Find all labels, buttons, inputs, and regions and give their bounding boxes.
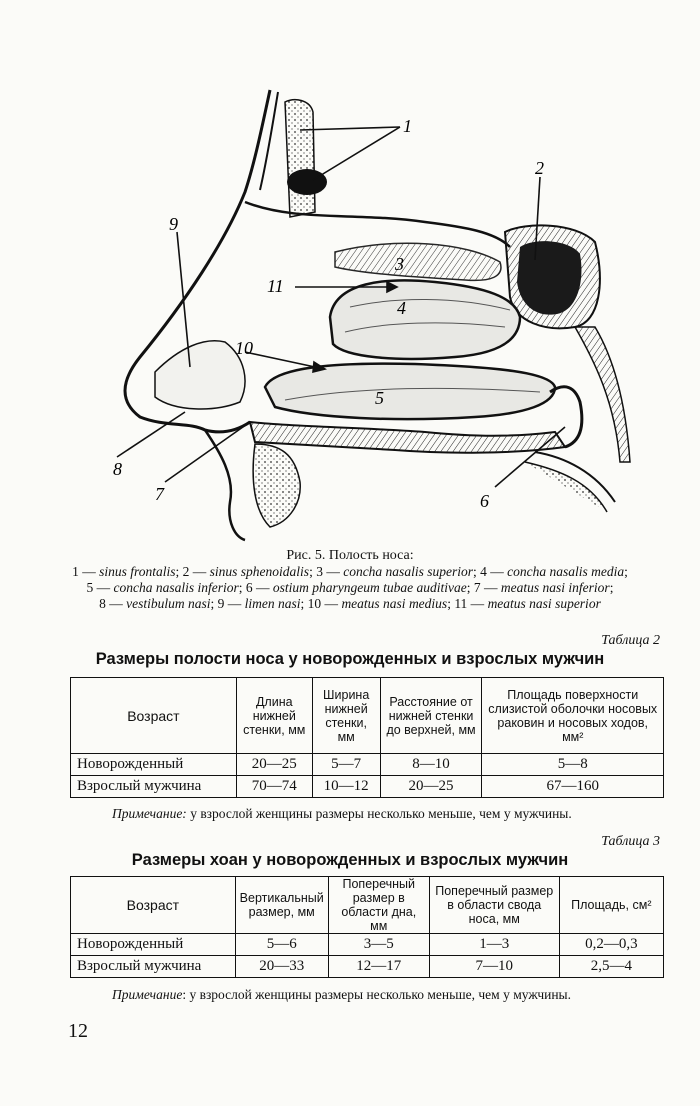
table3-note <box>112 987 571 1003</box>
table3-note-text: : у взрослой женщины размеры несколько меньше, чем у мужчины. <box>182 987 572 1002</box>
table2-cell: Новорожденный <box>71 754 237 776</box>
table2-header-length: Длина нижней стенки, мм <box>236 678 312 754</box>
table2-header-width: Ширина нижней стенки, мм <box>312 678 380 754</box>
legend-text: ; 2 — <box>175 564 210 579</box>
legend-term: concha nasalis media <box>507 564 625 579</box>
label-8: 8 <box>113 459 122 479</box>
legend-term: limen nasi <box>244 596 301 611</box>
table3-cell: 1—3 <box>429 934 559 956</box>
table3-cell: Новорожденный <box>71 934 236 956</box>
caption-legend-line <box>30 596 670 612</box>
table3-cell: 5—6 <box>235 934 328 956</box>
legend-text: ; 9 — <box>210 596 245 611</box>
table3-cell: 20—33 <box>235 956 328 978</box>
table2-cell: 8—10 <box>380 754 482 776</box>
legend-text: ; 7 — <box>466 580 501 595</box>
page-number: 12 <box>68 1020 88 1042</box>
table2-note-label: Примечание: <box>112 806 187 821</box>
table2-header-area: Площадь поверхности слизистой оболочки носовых раковин и носовых ходов, мм² <box>482 678 664 754</box>
legend-term: ostium pharyngeum tubae auditivae <box>272 580 467 595</box>
caption-legend-line <box>30 564 670 580</box>
label-3: 3 <box>395 254 404 274</box>
label-4: 4 <box>397 298 406 318</box>
legend-text: ; 3 — <box>309 564 344 579</box>
label-5: 5 <box>375 388 384 408</box>
legend-text: ; <box>624 564 628 579</box>
legend-text: ; 11 — <box>447 596 488 611</box>
table2 <box>70 677 664 798</box>
nasal-cavity-figure <box>95 82 635 542</box>
table3-header-age: Возраст <box>71 877 236 934</box>
table3-header-transverse-floor: Поперечный размер в области дна, мм <box>328 877 429 934</box>
table2-note <box>112 806 572 822</box>
legend-text: 5 — <box>86 580 114 595</box>
table2-label: Таблица 2 <box>601 633 660 648</box>
label-1: 1 <box>403 116 412 136</box>
sphenoid-sinus <box>517 241 581 315</box>
table3 <box>70 876 664 978</box>
table3-cell: 12—17 <box>328 956 429 978</box>
frontal-sinus <box>287 169 327 195</box>
legend-text: ; 10 — <box>300 596 342 611</box>
middle-concha <box>330 280 520 359</box>
table3-cell: 0,2—0,3 <box>559 934 663 956</box>
superior-concha <box>335 243 501 280</box>
legend-term: sinus sphenoidalis <box>209 564 310 579</box>
table2-header-distance: Расстояние от нижней стенки до верхней, мм <box>380 678 482 754</box>
legend-text: 1 — <box>72 564 100 579</box>
table3-note-label: Примечание <box>112 987 183 1002</box>
label-6: 6 <box>480 491 489 511</box>
label-7: 7 <box>155 484 164 504</box>
legend-term: vestibulum nasi <box>126 596 211 611</box>
nasal-cavity-illustration <box>95 82 635 542</box>
table2-header-age: Возраст <box>71 678 237 754</box>
table3-cell: Взрослый мужчина <box>71 956 236 978</box>
caption-legend-line <box>30 580 670 596</box>
table3-header-area: Площадь, см² <box>559 877 663 934</box>
table-row <box>71 776 664 798</box>
table2-cell: 20—25 <box>236 754 312 776</box>
legend-term: meatus nasi superior <box>487 596 601 611</box>
table2-cell: Взрослый мужчина <box>71 776 237 798</box>
table-row <box>71 934 664 956</box>
table3-cell: 7—10 <box>429 956 559 978</box>
caption-title: Рис. 5. Полость носа: <box>286 548 414 563</box>
table2-cell: 5—8 <box>482 754 664 776</box>
table2-header-row <box>71 678 664 754</box>
table2-cell: 20—25 <box>380 776 482 798</box>
label-11: 11 <box>267 276 284 296</box>
table2-note-text: у взрослой женщины размеры несколько меньше, чем у мужчины. <box>186 806 572 821</box>
table3-header-vertical: Вертикальный размер, мм <box>235 877 328 934</box>
label-9: 9 <box>169 214 178 234</box>
figure-caption <box>30 548 670 612</box>
table3-title: Размеры хоан у новорожденных и взрослых мужчин <box>131 851 569 869</box>
legend-term: meatus nasi inferior <box>500 580 610 595</box>
table3-header-transverse-vault: Поперечный размер в области свода носа, мм <box>429 877 559 934</box>
table2-title: Размеры полости носа у новорожденных и взрослых мужчин <box>95 650 605 668</box>
legend-text: 8 — <box>99 596 127 611</box>
table3-cell: 2,5—4 <box>559 956 663 978</box>
legend-term: concha nasalis inferior <box>113 580 239 595</box>
table2-cell: 5—7 <box>312 754 380 776</box>
label-10: 10 <box>235 338 253 358</box>
table2-cell: 70—74 <box>236 776 312 798</box>
table2-cell: 10—12 <box>312 776 380 798</box>
table3-label: Таблица 3 <box>601 834 660 849</box>
table2-cell: 67—160 <box>482 776 664 798</box>
legend-text: ; <box>609 580 614 595</box>
table-row <box>71 956 664 978</box>
legend-term: sinus frontalis <box>99 564 176 579</box>
label-2: 2 <box>535 158 544 178</box>
legend-text: ; 6 — <box>238 580 273 595</box>
legend-text: ; 4 — <box>472 564 508 579</box>
table-row <box>71 754 664 776</box>
hard-palate <box>250 422 565 453</box>
legend-term: meatus nasi medius <box>341 596 448 611</box>
table3-header-row <box>71 877 664 934</box>
table3-cell: 3—5 <box>328 934 429 956</box>
inferior-concha <box>265 364 555 420</box>
legend-term: concha nasalis superior <box>343 564 473 579</box>
